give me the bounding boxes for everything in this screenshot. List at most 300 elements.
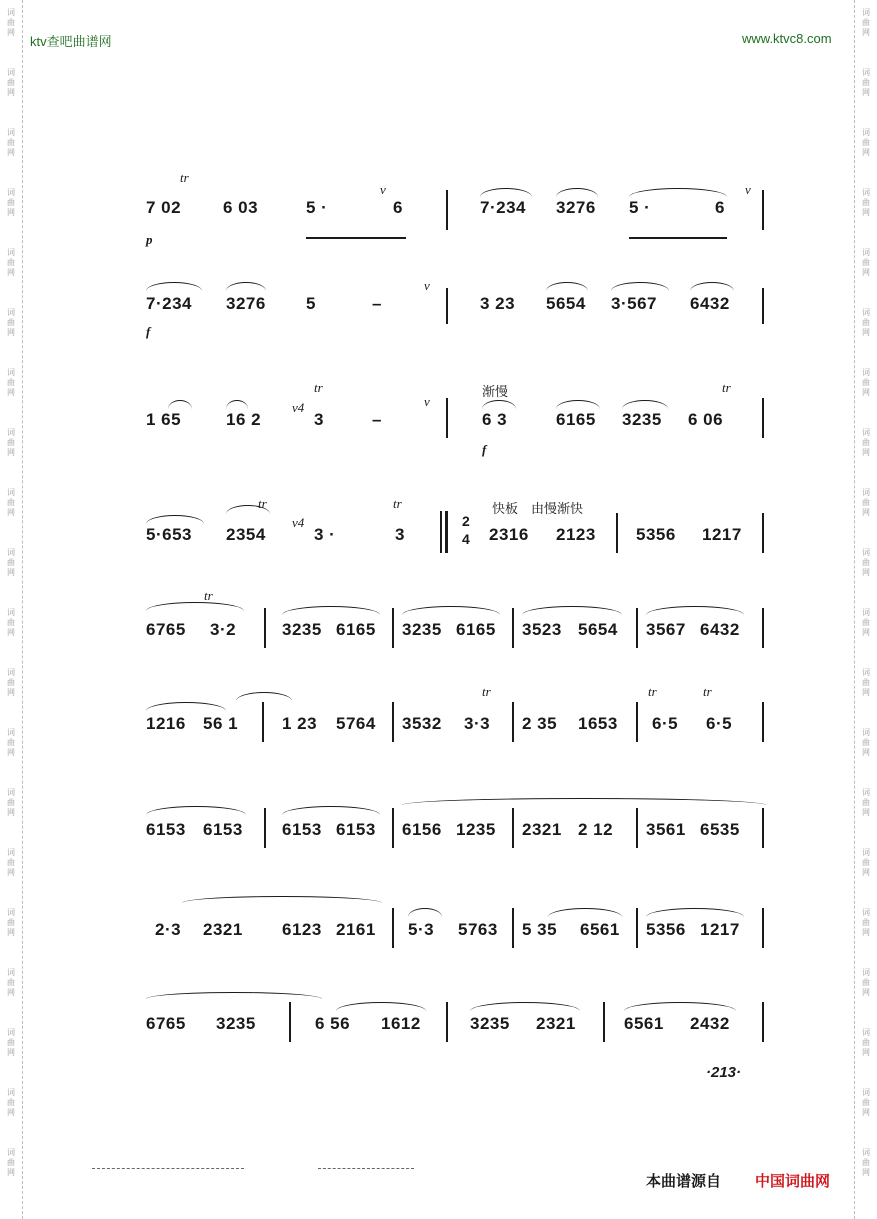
crescendo-line — [629, 237, 727, 239]
note-group: 6 56 — [315, 1014, 351, 1033]
side-watermark-glyph: 曲 — [862, 738, 870, 747]
note-group: 6765 — [146, 1014, 186, 1033]
side-watermark-glyph: 曲 — [862, 858, 870, 867]
side-watermark-glyphs — [855, 908, 877, 938]
note-group: 6156 — [402, 820, 442, 839]
trill-mark: tr — [482, 684, 491, 699]
note-group: 5·653 — [146, 525, 192, 544]
note-group: 6 06 — [688, 410, 724, 429]
trill-mark: tr — [703, 684, 712, 699]
note-group: 3 — [395, 525, 405, 544]
side-watermark-glyphs — [0, 1088, 22, 1118]
side-watermark-glyph: 网 — [862, 88, 870, 97]
side-watermark-glyph: 网 — [7, 88, 15, 97]
side-watermark-glyph: 词 — [7, 608, 15, 617]
side-watermark-glyph: 网 — [862, 688, 870, 697]
side-watermark-glyph: 网 — [7, 868, 15, 877]
tempo-marking: 渐慢 — [482, 385, 509, 400]
crescendo-line — [306, 237, 406, 239]
side-watermark-glyph: 词 — [7, 68, 15, 77]
side-watermark-glyph: 网 — [862, 808, 870, 817]
side-watermark-glyphs — [0, 8, 22, 38]
slur — [282, 806, 380, 815]
barline — [446, 288, 448, 324]
side-watermark-glyph: 词 — [862, 788, 870, 797]
trill-mark: tr — [180, 170, 189, 185]
side-watermark-glyph: 曲 — [862, 378, 870, 387]
barline — [762, 190, 764, 230]
note-group: 6 3 — [482, 410, 508, 429]
slur — [470, 1002, 580, 1011]
trill-mark: tr — [258, 496, 267, 511]
note-group: 56 1 — [203, 714, 239, 733]
note-group: 3235 — [282, 620, 322, 639]
side-watermark-glyph: 曲 — [862, 318, 870, 327]
slur — [522, 606, 622, 615]
note-group: 3567 — [646, 620, 686, 639]
note-group: 6165 — [456, 620, 496, 639]
side-watermark-glyphs — [0, 128, 22, 158]
side-watermark-glyph: 曲 — [862, 438, 870, 447]
side-watermark-glyphs — [855, 788, 877, 818]
side-watermark-glyph: 词 — [7, 848, 15, 857]
side-watermark-glyphs — [0, 368, 22, 398]
note-group: 2 12 — [578, 820, 614, 839]
note-group: 2321 — [522, 820, 562, 839]
side-watermark-glyph: 网 — [7, 508, 15, 517]
side-watermark-glyph: 词 — [862, 188, 870, 197]
score-row-9 — [0, 980, 877, 1080]
side-watermark-glyph: 词 — [862, 728, 870, 737]
note-group: 5 · — [629, 198, 651, 217]
side-watermark-glyphs — [855, 8, 877, 38]
side-watermark-glyph: 曲 — [7, 678, 15, 687]
note-group: 2354 — [226, 525, 266, 544]
page-number: ·213· — [706, 1064, 742, 1081]
note-group: 3235 — [470, 1014, 510, 1033]
side-watermark-glyph: 网 — [7, 1168, 15, 1177]
side-watermark-glyphs — [855, 1148, 877, 1178]
side-watermark-glyph: 网 — [7, 928, 15, 937]
side-watermark-glyph: 曲 — [7, 978, 15, 987]
side-watermark-glyph: 网 — [862, 448, 870, 457]
site-watermark-left: ktv查吧曲谱网 — [30, 34, 112, 49]
slur — [629, 188, 727, 197]
side-watermark-glyph: 词 — [7, 428, 15, 437]
slur — [226, 400, 248, 409]
slur — [226, 282, 266, 291]
score-row-7 — [0, 786, 877, 886]
barline — [264, 808, 266, 848]
side-watermark-glyphs — [855, 668, 877, 698]
side-watermark-glyph: 曲 — [862, 918, 870, 927]
side-watermark-glyphs — [0, 308, 22, 338]
side-watermark-glyph: 曲 — [862, 18, 870, 27]
score-row-3 — [0, 378, 877, 478]
side-watermark-glyph: 网 — [7, 568, 15, 577]
side-watermark-glyph: 词 — [7, 188, 15, 197]
side-watermark-glyphs — [855, 428, 877, 458]
breath-mark: v — [424, 278, 430, 293]
side-watermark-glyph: 词 — [862, 428, 870, 437]
side-watermark-glyph: 词 — [7, 308, 15, 317]
breath-mark: v — [424, 394, 430, 409]
slur — [336, 1002, 426, 1011]
barline — [762, 702, 764, 742]
slur — [146, 806, 246, 815]
note-group: 2123 — [556, 525, 596, 544]
side-watermark-glyph: 词 — [7, 668, 15, 677]
slur — [556, 400, 600, 409]
side-watermark-glyphs — [855, 1028, 877, 1058]
note-group: 2 35 — [522, 714, 558, 733]
side-watermark-glyphs — [0, 608, 22, 638]
side-watermark-glyph: 网 — [862, 28, 870, 37]
trill-mark: tr — [204, 588, 213, 603]
breath-mark: v — [745, 182, 751, 197]
barline — [512, 702, 514, 742]
side-watermark-glyphs — [0, 728, 22, 758]
side-watermark-glyph: 网 — [862, 148, 870, 157]
note-group: 6165 — [336, 620, 376, 639]
note-group: 3 23 — [480, 294, 516, 313]
side-watermark-glyph: 曲 — [7, 1158, 15, 1167]
side-watermark-glyphs — [0, 488, 22, 518]
slur — [146, 282, 202, 291]
repeat-barline — [440, 511, 442, 553]
note-group: 5654 — [578, 620, 618, 639]
note-group: 5356 — [646, 920, 686, 939]
slur — [182, 896, 382, 903]
side-watermark-glyph: 词 — [862, 968, 870, 977]
side-watermark-glyph: 网 — [7, 688, 15, 697]
barline — [512, 908, 514, 948]
note-group: 6·5 — [652, 714, 679, 733]
dynamic-mark: p — [146, 232, 153, 247]
side-watermark-glyph: 网 — [7, 628, 15, 637]
note-group: – — [372, 410, 382, 429]
side-watermark-glyph: 曲 — [862, 78, 870, 87]
slur — [146, 602, 244, 611]
note-group: 5763 — [458, 920, 498, 939]
footer-source-label: 本曲谱源自 — [646, 1172, 722, 1190]
side-watermark-glyph: 网 — [862, 868, 870, 877]
side-watermark-glyph: 词 — [862, 68, 870, 77]
slur — [482, 400, 516, 409]
side-watermark-glyph: 曲 — [7, 378, 15, 387]
note-group: 6765 — [146, 620, 186, 639]
barline — [446, 398, 448, 438]
side-watermark-glyphs — [855, 188, 877, 218]
slur — [402, 798, 766, 805]
note-group: 5 · — [306, 198, 328, 217]
note-group: 6561 — [580, 920, 620, 939]
side-watermark-glyphs — [0, 188, 22, 218]
side-watermark-glyph: 曲 — [7, 198, 15, 207]
trill-mark: tr — [393, 496, 402, 511]
side-watermark-glyph: 曲 — [7, 78, 15, 87]
note-group: 5654 — [546, 294, 586, 313]
side-watermark-glyph: 网 — [7, 448, 15, 457]
side-watermark-glyph: 网 — [862, 508, 870, 517]
slur — [556, 188, 598, 197]
side-watermark-glyphs — [855, 308, 877, 338]
note-group: 7·234 — [146, 294, 192, 313]
side-watermark-glyph: 网 — [7, 988, 15, 997]
barline — [636, 808, 638, 848]
side-watermark-glyph: 网 — [862, 988, 870, 997]
side-watermark-glyph: 曲 — [862, 498, 870, 507]
note-group: 1217 — [702, 525, 742, 544]
side-watermark-glyphs — [855, 1088, 877, 1118]
side-watermark-glyph: 词 — [7, 128, 15, 137]
barline — [636, 702, 638, 742]
note-group: 6535 — [700, 820, 740, 839]
side-watermark-glyph: 网 — [7, 388, 15, 397]
repeat-barline — [445, 511, 448, 553]
side-watermark-glyph: 曲 — [7, 318, 15, 327]
slur — [624, 1002, 736, 1011]
side-watermark-glyph: 曲 — [862, 258, 870, 267]
note-group: 3276 — [556, 198, 596, 217]
score-row-5 — [0, 588, 877, 688]
barline — [762, 513, 764, 553]
side-watermark-glyph: 词 — [7, 8, 15, 17]
note-group: 2321 — [203, 920, 243, 939]
slur — [690, 282, 734, 291]
barline — [512, 808, 514, 848]
side-watermark-glyph: 网 — [862, 568, 870, 577]
slur — [146, 702, 226, 711]
side-watermark-glyph: 词 — [7, 1028, 15, 1037]
barline — [446, 1002, 448, 1042]
note-group: 2432 — [690, 1014, 730, 1033]
barline — [636, 908, 638, 948]
note-group: 3·3 — [464, 714, 491, 733]
side-watermark-glyph: 曲 — [7, 558, 15, 567]
bottom-dash-line — [318, 1168, 414, 1169]
site-watermark-right: www.ktvc8.com — [742, 31, 832, 46]
side-watermark-glyph: 网 — [7, 1108, 15, 1117]
side-watermark-glyph: 词 — [862, 488, 870, 497]
side-watermark-glyph: 词 — [7, 368, 15, 377]
note-group: 6123 — [282, 920, 322, 939]
side-watermark-glyph: 网 — [862, 628, 870, 637]
side-watermark-glyph: 网 — [862, 748, 870, 757]
score-row-6 — [0, 682, 877, 782]
side-watermark-glyphs — [855, 128, 877, 158]
note-group: 6153 — [336, 820, 376, 839]
trill-mark: tr — [722, 380, 731, 395]
score-row-2 — [0, 266, 877, 366]
side-watermark-glyph: 曲 — [862, 618, 870, 627]
note-group: 2·3 — [155, 920, 182, 939]
side-watermark-glyphs — [855, 488, 877, 518]
barline — [446, 190, 448, 230]
side-watermark-glyph: 词 — [862, 548, 870, 557]
breath-mark: v — [380, 182, 386, 197]
side-watermark-glyph: 网 — [862, 1168, 870, 1177]
barline — [636, 608, 638, 648]
score-row-1 — [0, 170, 877, 270]
note-group: 3235 — [216, 1014, 256, 1033]
side-watermark-glyph: 词 — [862, 848, 870, 857]
note-group: 3532 — [402, 714, 442, 733]
side-watermark-glyphs — [855, 248, 877, 278]
slur — [282, 606, 380, 615]
side-watermark-glyphs — [0, 668, 22, 698]
side-watermark-glyph: 词 — [862, 1148, 870, 1157]
side-watermark-glyph: 曲 — [7, 918, 15, 927]
note-group: 6 — [715, 198, 725, 217]
note-group: 16 2 — [226, 410, 262, 429]
grace-note: v4 — [292, 400, 305, 415]
barline — [262, 702, 264, 742]
slur — [622, 400, 668, 409]
side-watermark-glyph: 词 — [862, 128, 870, 137]
dynamic-mark: f — [482, 442, 487, 457]
side-watermark-glyph: 网 — [862, 328, 870, 337]
side-watermark-glyph: 曲 — [862, 558, 870, 567]
side-watermark-glyph: 网 — [862, 928, 870, 937]
barline — [762, 808, 764, 848]
side-watermark-glyph: 曲 — [7, 858, 15, 867]
side-watermark-glyph: 词 — [862, 8, 870, 17]
slur — [146, 992, 322, 999]
side-watermark-glyph: 曲 — [7, 738, 15, 747]
note-group: 7·234 — [480, 198, 526, 217]
side-watermark-glyph: 曲 — [862, 978, 870, 987]
side-watermark-glyph: 曲 — [7, 1098, 15, 1107]
note-group: 6153 — [203, 820, 243, 839]
barline — [392, 808, 394, 848]
note-group: 1653 — [578, 714, 618, 733]
side-watermark-glyph: 网 — [862, 1108, 870, 1117]
slur — [546, 282, 588, 291]
side-watermark-glyphs — [855, 68, 877, 98]
note-group: 3 — [314, 410, 324, 429]
side-watermark-glyph: 词 — [862, 1088, 870, 1097]
note-group: 6432 — [690, 294, 730, 313]
side-watermark-glyphs — [0, 1028, 22, 1058]
side-watermark-glyph: 词 — [7, 908, 15, 917]
note-group: 1612 — [381, 1014, 421, 1033]
side-watermark-glyphs — [0, 548, 22, 578]
note-group: 1 65 — [146, 410, 182, 429]
note-group: 5·3 — [408, 920, 435, 939]
note-group: 1235 — [456, 820, 496, 839]
note-group: 3 · — [314, 525, 336, 544]
side-watermark-glyph: 网 — [7, 1048, 15, 1057]
note-group: 6153 — [146, 820, 186, 839]
note-group: 3276 — [226, 294, 266, 313]
note-group: 6 — [393, 198, 403, 217]
side-watermark-glyphs — [0, 968, 22, 998]
side-watermark-glyph: 曲 — [862, 1038, 870, 1047]
note-group: 1 23 — [282, 714, 318, 733]
footer-source-site[interactable]: 中国词曲网 — [755, 1172, 831, 1190]
slur — [480, 188, 532, 197]
note-group: – — [372, 294, 382, 313]
side-watermark-glyph: 词 — [7, 1088, 15, 1097]
side-watermark-glyph: 曲 — [862, 138, 870, 147]
side-watermark-glyph: 网 — [7, 208, 15, 217]
side-watermark-glyphs — [0, 1148, 22, 1178]
score-row-8 — [0, 886, 877, 986]
note-group: 6561 — [624, 1014, 664, 1033]
note-group: 3235 — [622, 410, 662, 429]
slur — [548, 908, 622, 917]
slur — [408, 908, 442, 917]
note-group: 6432 — [700, 620, 740, 639]
note-group: 2316 — [489, 525, 529, 544]
note-group: 6153 — [282, 820, 322, 839]
side-watermark-glyph: 曲 — [7, 618, 15, 627]
note-group: 6 03 — [223, 198, 259, 217]
tempo-marking: 快板 由慢渐快 — [492, 502, 584, 517]
side-watermark-glyph: 曲 — [7, 438, 15, 447]
slur — [611, 282, 669, 291]
barline — [762, 398, 764, 438]
side-watermark-glyph: 词 — [862, 308, 870, 317]
slur — [646, 908, 744, 917]
barline — [264, 608, 266, 648]
side-watermark-glyph: 曲 — [862, 1158, 870, 1167]
side-watermark-glyph: 词 — [7, 548, 15, 557]
grace-note: v4 — [292, 515, 305, 530]
side-watermark-glyph: 词 — [862, 668, 870, 677]
barline — [616, 513, 618, 553]
time-signature-bottom: 4 — [462, 531, 471, 547]
side-watermark-glyph: 曲 — [7, 1038, 15, 1047]
slur — [236, 692, 292, 701]
side-watermark-glyph: 曲 — [862, 678, 870, 687]
side-watermark-glyphs — [855, 848, 877, 878]
side-watermark-glyph: 词 — [862, 1028, 870, 1037]
side-watermark-glyph: 网 — [7, 748, 15, 757]
side-watermark-glyph: 网 — [7, 28, 15, 37]
side-watermark-glyphs — [0, 908, 22, 938]
side-watermark-glyph: 曲 — [7, 498, 15, 507]
barline — [392, 908, 394, 948]
note-group: 1216 — [146, 714, 186, 733]
dynamic-mark: f — [146, 324, 151, 339]
side-watermark-glyph: 曲 — [7, 258, 15, 267]
side-watermark-glyph: 曲 — [862, 198, 870, 207]
note-group: 3·567 — [611, 294, 657, 313]
side-watermark-glyphs — [855, 548, 877, 578]
side-watermark-glyph: 词 — [7, 728, 15, 737]
side-watermark-glyph: 词 — [862, 608, 870, 617]
side-watermark-glyph: 词 — [862, 908, 870, 917]
barline — [392, 702, 394, 742]
barline — [762, 908, 764, 948]
side-watermark-glyph: 曲 — [7, 18, 15, 27]
slur — [402, 606, 500, 615]
note-group: 3·2 — [210, 620, 237, 639]
barline — [289, 1002, 291, 1042]
side-watermark-glyph: 网 — [7, 268, 15, 277]
side-watermark-glyph: 词 — [7, 1148, 15, 1157]
side-watermark-glyph: 网 — [7, 328, 15, 337]
side-watermark-glyph: 曲 — [7, 798, 15, 807]
note-group: 3523 — [522, 620, 562, 639]
trill-mark: tr — [648, 684, 657, 699]
side-watermark-glyph: 网 — [862, 388, 870, 397]
side-watermark-glyph: 词 — [862, 368, 870, 377]
note-group: 5 — [306, 294, 316, 313]
side-watermark-glyphs — [0, 788, 22, 818]
